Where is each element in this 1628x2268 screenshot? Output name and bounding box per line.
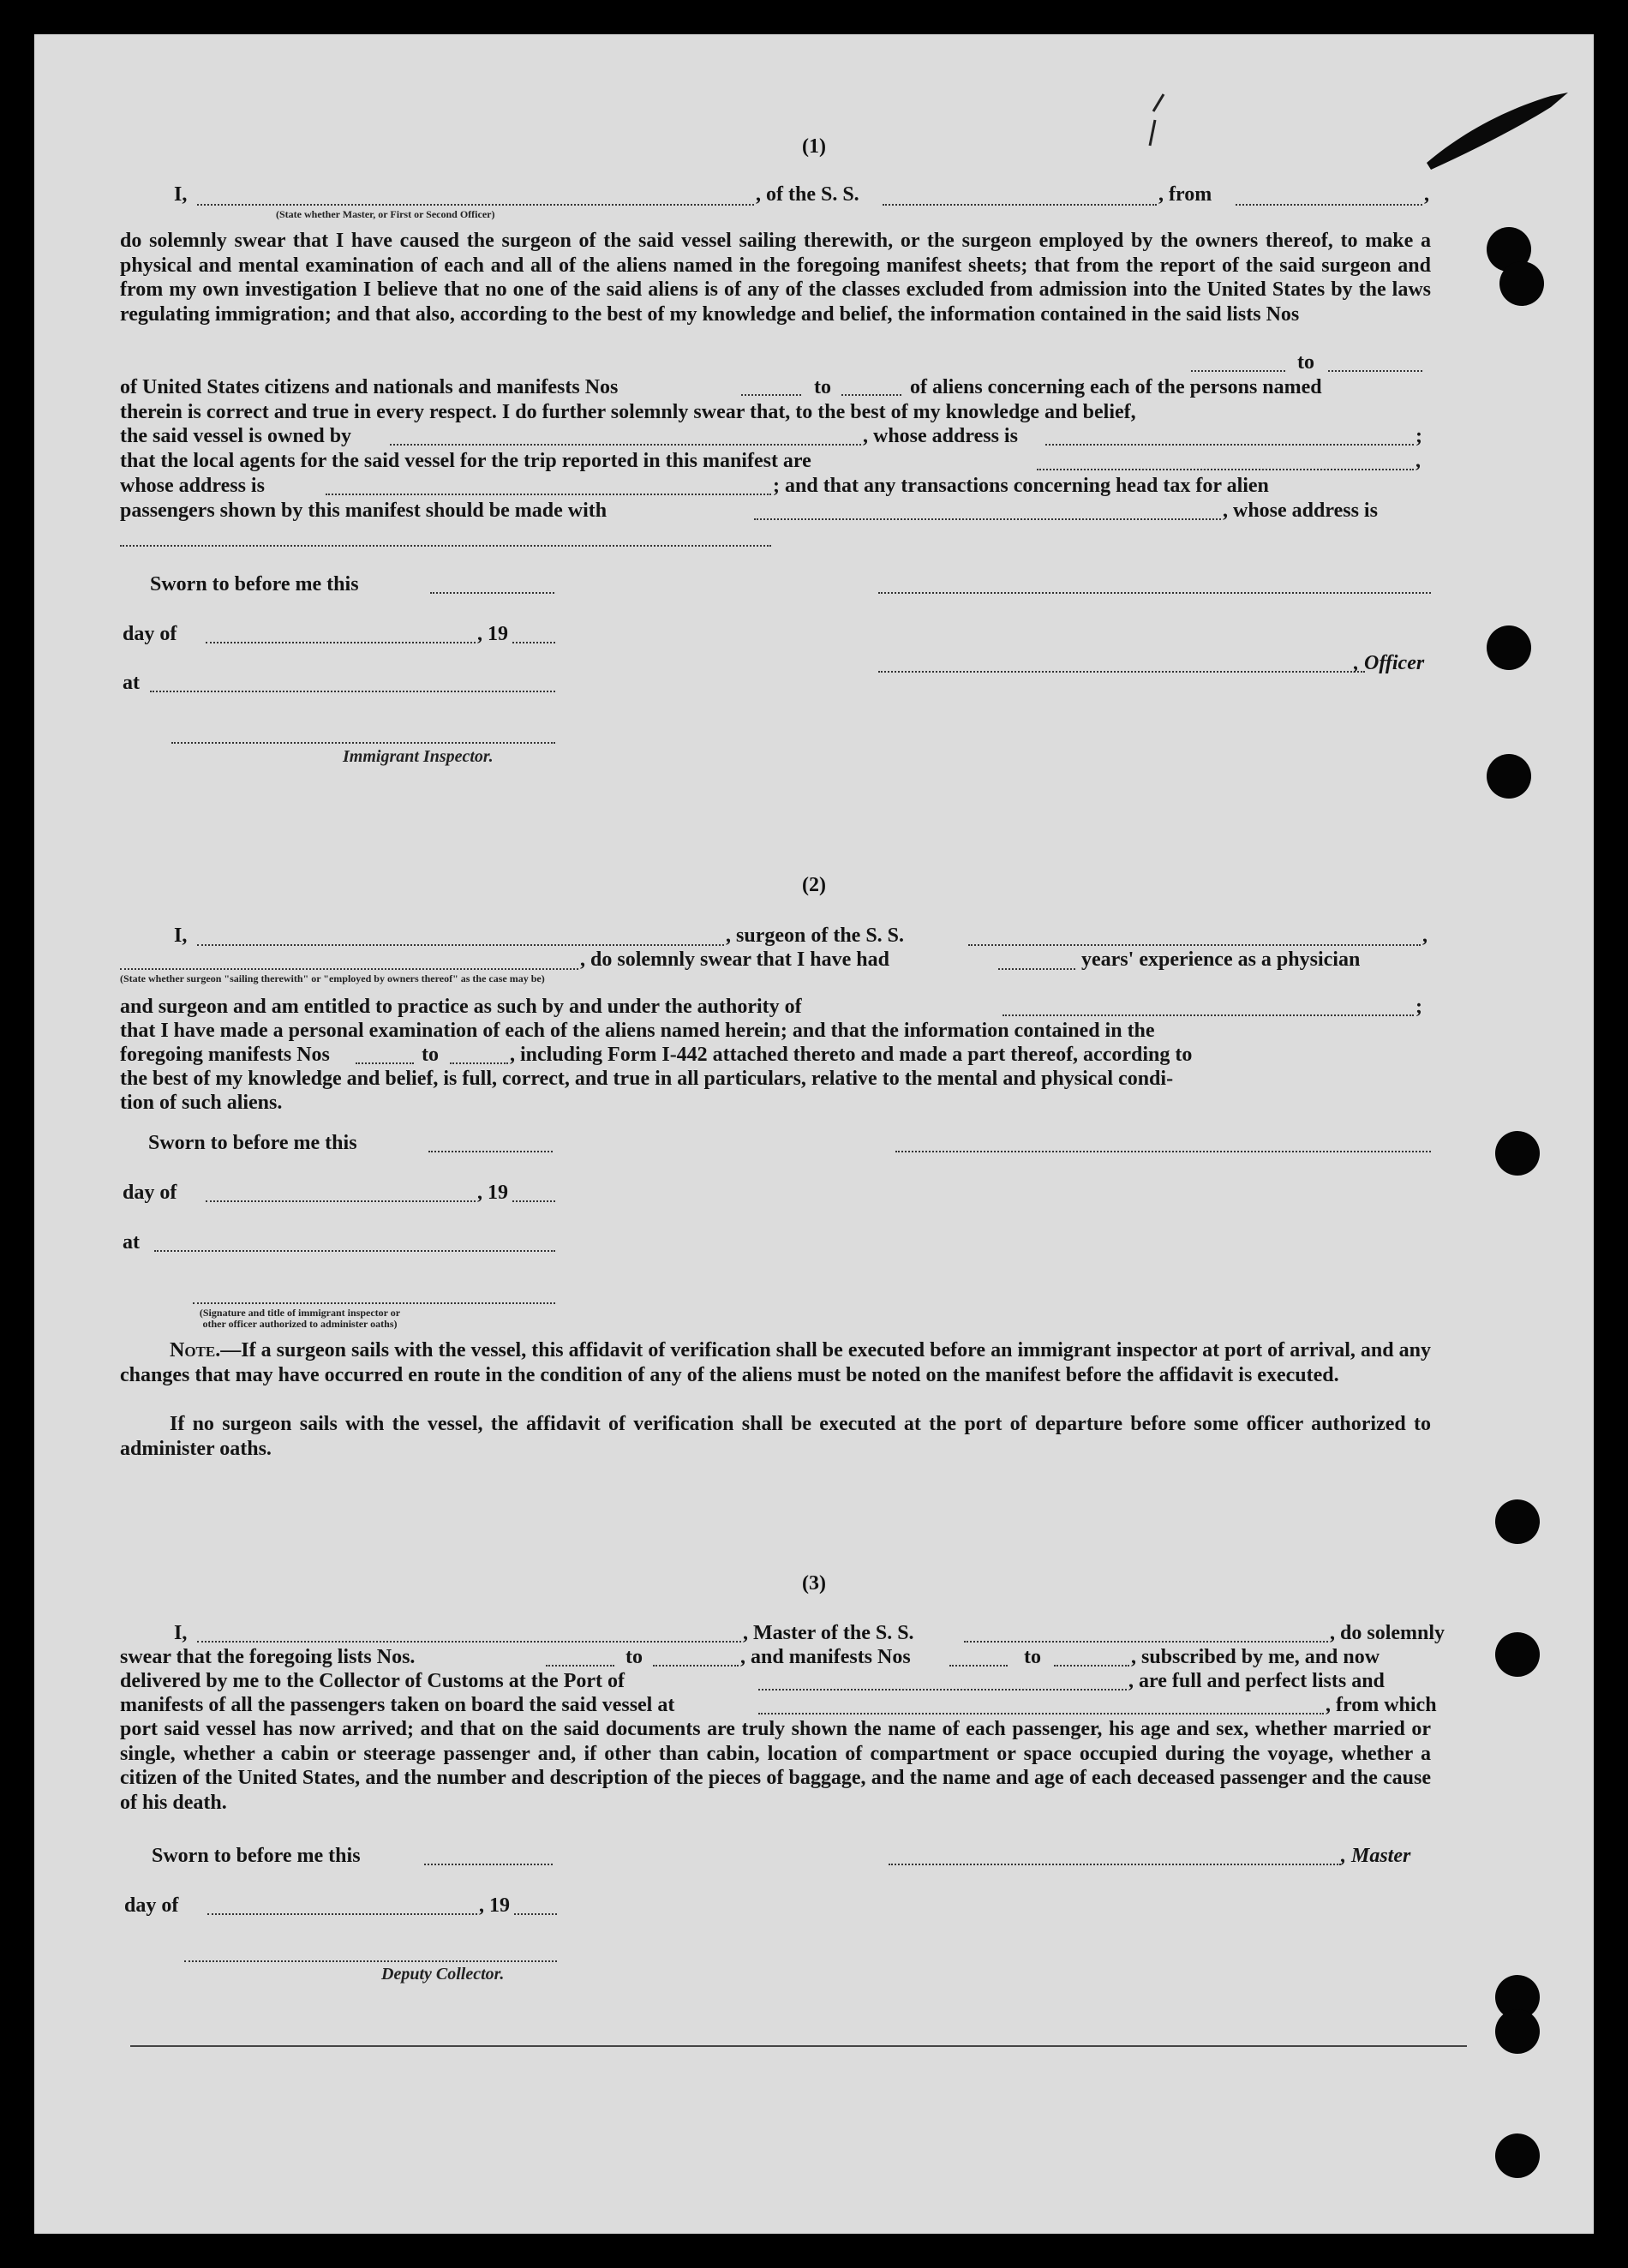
s2-year-prefix: , 19	[477, 1182, 508, 1204]
s1-sworn-label: Sworn to before me this	[150, 573, 359, 595]
s1-line11-a: whose address is	[120, 475, 265, 497]
s2-at-place-field[interactable]	[154, 1250, 555, 1252]
s3-master-signature-line[interactable]	[889, 1864, 1341, 1865]
s1-line1-subcaption: (State whether Master, or First or Second Officer)	[276, 208, 495, 220]
s3-manifests-from-field[interactable]	[949, 1665, 1008, 1667]
s3-line2-c: , and manifests Nos	[740, 1646, 911, 1668]
punch-hole	[1487, 754, 1531, 799]
s1-day-of-label: day of	[123, 623, 177, 645]
s2-line6: the best of my knowledge and belief, is full, correct, and true in all particulars, relative to the mental and physical condi-	[120, 1068, 1174, 1090]
section-2-number: (2)	[802, 874, 826, 896]
s2-line4: that I have made a personal examination of each of the aliens named herein; and that the information contained in the	[120, 1020, 1155, 1042]
s1-line10-a: that the local agents for the said vessel for the trip reported in this manifest are	[120, 450, 811, 472]
s2-line2-subcaption: (State whether surgeon "sailing therewith" or "employed by owners thereof" as the case may be)	[120, 972, 545, 984]
s1-owner-address-field[interactable]	[1045, 444, 1414, 446]
s1-officer-line[interactable]	[878, 671, 1365, 673]
s2-line5-c: , including Form I-442 attached thereto and made a part thereof, according to	[510, 1044, 1193, 1066]
s3-master-label: , Master	[1341, 1845, 1411, 1867]
s1-line1-i: I,	[174, 183, 188, 206]
s2-note-paragraph	[120, 1338, 1431, 1415]
s1-sworn-day-field[interactable]	[430, 592, 554, 594]
s2-at-label: at	[123, 1231, 140, 1254]
s3-lists-from-field[interactable]	[546, 1665, 614, 1667]
s1-at-label: at	[123, 672, 140, 694]
s1-text-a: do solemnly swear that I have caused the surgeon of the said vessel sailing therewith, or the surgeon employed by the owners thereof, to make a physical and mental examination of each and all of the aliens named in the foregoing manifest sheets; that from the report of the said surgeon and from my own investigation I believe that no one of the said aliens is of any of the classes excluded from admission into the United States by the laws regulating immigration; and that also, according to the best of my knowledge and belief, the information contained in the said lists Nos	[120, 230, 1431, 326]
section-1-number: (1)	[802, 135, 826, 158]
s1-text-b: to	[1297, 351, 1314, 374]
s2-manifests-from-field[interactable]	[356, 1062, 414, 1064]
s1-owner-field[interactable]	[390, 444, 861, 446]
s2-line7: tion of such aliens.	[120, 1092, 283, 1114]
s2-sworn-day-field[interactable]	[428, 1151, 553, 1152]
s3-line1-c: , do solemnly	[1330, 1622, 1445, 1644]
punch-hole	[1487, 625, 1531, 670]
s1-officer-rank-field[interactable]	[197, 204, 754, 206]
s1-inspector-label: Immigrant Inspector.	[343, 747, 494, 766]
s1-line10-b: ,	[1416, 450, 1421, 472]
s2-line1-c: ,	[1422, 925, 1427, 947]
s3-line2-d: to	[1024, 1646, 1041, 1668]
s1-line8: therein is correct and true in every respect. I do further solemnly swear that, to the best of my knowledge and belief,	[120, 401, 1136, 423]
s1-paragraph-a	[120, 229, 1431, 350]
s2-years-field[interactable]	[998, 968, 1075, 970]
s3-master-name-field[interactable]	[197, 1641, 741, 1643]
s2-line3-a: and surgeon and am entitled to practice as such by and under the authority of	[120, 996, 802, 1018]
s1-officer-label: , Officer	[1354, 652, 1425, 674]
s2-surgeon-name-field[interactable]	[197, 944, 724, 946]
s2-note-paragraph-2	[120, 1412, 1431, 1462]
s3-sworn-label: Sworn to before me this	[152, 1845, 361, 1867]
punch-hole	[1499, 261, 1544, 306]
s1-line12-b: , whose address is	[1223, 500, 1378, 522]
section-3-number: (3)	[802, 1572, 826, 1595]
s2-line3-b: ;	[1416, 996, 1422, 1018]
s1-month-field[interactable]	[206, 642, 476, 643]
form-sheet	[34, 34, 1594, 2234]
s2-note-text: —If a surgeon sails with the vessel, this affidavit of verification shall be executed before an immigrant inspector at port of arrival, and any changes that may have occurred en route in the condition of any of the aliens must be noted on the manifest before the affidavit is executed.	[120, 1339, 1431, 1386]
s2-line5-b: to	[422, 1044, 439, 1066]
s2-day-of-label: day of	[123, 1182, 177, 1204]
s1-lists-from-field[interactable]	[1191, 370, 1285, 372]
s3-embark-port-field[interactable]	[758, 1713, 1324, 1714]
s3-collector-label: Deputy Collector.	[381, 1965, 505, 1984]
s2-line2-b: years' experience as a physician	[1081, 948, 1361, 971]
s1-year-field[interactable]	[512, 642, 555, 643]
s3-line2-e: , subscribed by me, and now	[1131, 1646, 1380, 1668]
punch-hole	[1495, 2133, 1540, 2178]
s1-agents-address-field[interactable]	[326, 494, 771, 495]
s1-at-place-field[interactable]	[150, 691, 555, 692]
s1-year-prefix: , 19	[477, 623, 508, 645]
s2-inspector-signature-line[interactable]	[193, 1302, 555, 1304]
s2-authority-field[interactable]	[1003, 1014, 1414, 1016]
s3-line3-b: , are full and perfect lists and	[1128, 1670, 1385, 1692]
s1-line9-c: ;	[1416, 425, 1422, 447]
punch-hole	[1495, 1499, 1540, 1544]
s2-note-text-2: If no surgeon sails with the vessel, the affidavit of verification shall be executed at the port of departure before some officer authorized to administer oaths.	[120, 1413, 1431, 1460]
s3-line4-a: manifests of all the passengers taken on board the said vessel at	[120, 1694, 675, 1716]
s1-line9-b: , whose address is	[863, 425, 1018, 447]
s1-line9-a: the said vessel is owned by	[120, 425, 352, 447]
s2-line2-a: , do solemnly swear that I have had	[580, 948, 889, 971]
s3-port-field[interactable]	[758, 1689, 1127, 1691]
s1-lists-to-field[interactable]	[1328, 370, 1422, 372]
s3-paragraph	[120, 1717, 1431, 1816]
s1-line11-b: ; and that any transactions concerning head tax for alien	[773, 475, 1269, 497]
s2-signature-caption: (Signature and title of immigrant inspector or other officer authorized to administer oaths)	[199, 1307, 401, 1330]
s3-line2-b: to	[625, 1646, 643, 1668]
s1-line1-from: , from	[1158, 183, 1212, 206]
s3-line1-b: , Master of the S. S.	[743, 1622, 914, 1644]
s1-head-tax-address-field[interactable]	[120, 545, 771, 547]
s1-head-tax-contact-field[interactable]	[754, 518, 1221, 520]
s2-note-label: Note.	[170, 1339, 221, 1361]
s3-year-prefix: , 19	[479, 1894, 510, 1917]
s2-line1-i: I,	[174, 925, 188, 947]
s1-line1-of: , of the S. S.	[756, 183, 859, 206]
punch-hole	[1495, 1131, 1540, 1176]
s1-inspector-signature-line[interactable]	[171, 742, 555, 744]
s3-line4-b: , from which	[1326, 1694, 1437, 1716]
punch-hole	[1495, 2009, 1540, 2054]
s3-ship-name-field[interactable]	[964, 1641, 1328, 1643]
s3-line2-a: swear that the foregoing lists Nos.	[120, 1646, 416, 1668]
s1-manifests-from-field[interactable]	[741, 394, 801, 396]
s1-manifests-to-field[interactable]	[841, 394, 901, 396]
s1-line12-a: passengers shown by this manifest should be made with	[120, 500, 608, 522]
bottom-rule	[130, 2045, 1467, 2047]
s1-line1-comma: ,	[1424, 183, 1429, 206]
s1-signature-line[interactable]	[878, 592, 1431, 594]
s3-month-field[interactable]	[207, 1913, 477, 1915]
s3-manifests-to-field[interactable]	[1054, 1665, 1129, 1667]
s3-line1-i: I,	[174, 1622, 188, 1644]
s3-year-field[interactable]	[514, 1913, 557, 1915]
s2-sailing-status-field[interactable]	[120, 968, 578, 970]
s1-line7-b: to	[814, 376, 831, 398]
s2-line5-a: foregoing manifests Nos	[120, 1044, 330, 1066]
s2-year-field[interactable]	[512, 1200, 555, 1202]
s2-line1-b: , surgeon of the S. S.	[726, 925, 905, 947]
s3-line3-a: delivered by me to the Collector of Customs at the Port of	[120, 1670, 625, 1692]
s3-sworn-day-field[interactable]	[424, 1864, 553, 1865]
s1-from-port-field[interactable]	[1236, 204, 1422, 206]
s2-ship-name-field[interactable]	[968, 944, 1421, 946]
s2-month-field[interactable]	[206, 1200, 476, 1202]
s1-line7-a: of United States citizens and nationals and manifests Nos	[120, 376, 619, 398]
s3-lists-to-field[interactable]	[653, 1665, 739, 1667]
s1-local-agents-field[interactable]	[1037, 469, 1414, 470]
s3-collector-signature-line[interactable]	[184, 1960, 557, 1962]
s3-text: port said vessel has now arrived; and that on the said documents are truly shown the name of each passenger, his age and sex, whether married or single, whether a cabin or steerage passenger and, if other than cabin, location of compartment or space occupied during the voyage, whether a citizen of the United States, and the number and description of the pieces of baggage, and the name and age of each deceased passenger and the cause of his death.	[120, 1718, 1431, 1814]
s3-day-of-label: day of	[124, 1894, 179, 1917]
s1-line7-c: of aliens concerning each of the persons named	[910, 376, 1322, 398]
s2-signature-line[interactable]	[895, 1151, 1431, 1152]
s1-ship-name-field[interactable]	[883, 204, 1157, 206]
punch-hole	[1495, 1632, 1540, 1677]
s2-manifests-to-field[interactable]	[450, 1062, 508, 1064]
s2-sworn-label: Sworn to before me this	[148, 1132, 357, 1154]
